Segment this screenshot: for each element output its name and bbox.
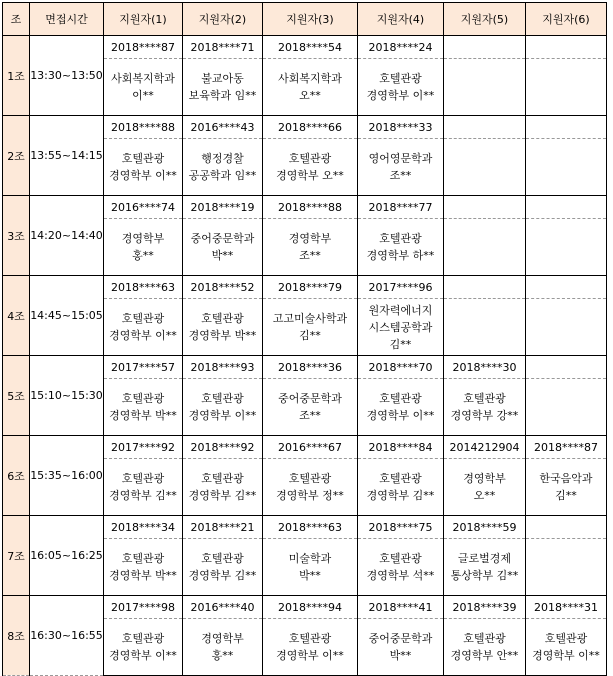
applicant-id: 2018****94 [263,596,358,619]
applicant-name: 경영학부 이** [532,649,600,662]
header-applicant-2: 지원자(2) [183,3,263,36]
applicant-id: 2014212904 [444,436,526,459]
applicant-name: 이** [132,89,154,102]
interview-time: 14:20~14:40 [30,196,104,276]
applicant-name: 경영학부 이** [109,329,177,342]
applicant-name: 경영학부 박** [109,409,177,422]
applicant-record [358,219,444,276]
applicant-record [444,619,526,676]
applicant-id [526,276,607,299]
applicant-id: 2016****43 [183,116,263,139]
applicant-department: 호텔관광 [121,632,165,645]
applicant-record [104,459,183,516]
applicant-id: 2018****52 [183,276,263,299]
interview-time: 15:35~16:00 [30,436,104,516]
applicant-department: 호텔관광 [379,232,422,245]
header-applicant-4: 지원자(4) [358,3,444,36]
applicant-id: 2018****63 [263,516,358,539]
group-id-row [3,596,607,619]
applicant-id: 2018****34 [104,516,183,539]
header-applicant-1: 지원자(1) [104,3,183,36]
group-label: 8조 [3,596,30,676]
applicant-department: 호텔관광 [121,472,165,485]
applicant-record [263,59,358,116]
applicant-name: 경영학부 김** [188,569,257,582]
applicant-record [526,299,607,356]
applicant-record [183,59,263,116]
applicant-department: 호텔관광 [379,392,422,405]
applicant-record [263,379,358,436]
applicant-record [444,539,526,596]
applicant-id [444,276,526,299]
interview-time: 16:05~16:25 [30,516,104,596]
group-label: 1조 [3,36,30,116]
applicant-department: 원자력에너지 [368,303,433,317]
applicant-id: 2018****63 [104,276,183,299]
applicant-id: 2017****57 [104,356,183,379]
applicant-department: 사회복지학과 [278,72,342,85]
applicant-id [444,196,526,219]
applicant-record [358,539,444,596]
applicant-name: 통상학부 김** [450,569,519,582]
applicant-name: 김** [299,329,321,342]
applicant-department: 호텔관광 [379,72,422,85]
applicant-department: 중어중문학과 [190,232,255,245]
applicant-department: 호텔관광 [201,472,244,485]
applicant-record [526,219,607,276]
applicant-record [183,379,263,436]
group-label: 2조 [3,116,30,196]
applicant-name: 홍** [211,649,234,662]
applicant-record [526,379,607,436]
applicant-name: 홍** [132,249,154,262]
applicant-department: 경영학부 [463,472,506,485]
applicant-id: 2017****96 [358,276,444,299]
applicant-department: 호텔관광 [288,632,332,645]
applicant-id: 2018****77 [358,196,444,219]
applicant-id: 2016****67 [263,436,358,459]
applicant-id [526,36,607,59]
applicant-department: 호텔관광 [201,552,244,565]
applicant-id: 2018****41 [358,596,444,619]
applicant-department: 호텔관광 [379,472,422,485]
applicant-department: 호텔관광 [201,392,244,405]
applicant-id: 2018****71 [183,36,263,59]
applicant-id: 2018****59 [444,516,526,539]
applicant-id: 2018****21 [183,516,263,539]
applicant-department: 중어중문학과 [278,392,342,405]
applicant-record [104,619,183,676]
applicant-record [183,459,263,516]
applicant-record [263,619,358,676]
group-id-row [3,516,607,539]
applicant-name: 경영학부 이** [276,649,344,662]
applicant-id: 2018****24 [358,36,444,59]
applicant-department: 호텔관광 [121,152,165,165]
applicant-record [358,379,444,436]
applicant-department: 중어중문학과 [368,632,433,645]
applicant-record [104,139,183,196]
applicant-record [444,459,526,516]
applicant-record [444,299,526,356]
applicant-department: 한국음악과 [539,472,593,485]
applicant-name: 오** [299,89,321,102]
applicant-id: 2018****36 [263,356,358,379]
applicant-record [183,139,263,196]
applicant-name: 경영학부 강** [450,409,519,422]
applicant-record [444,139,526,196]
applicant-record [444,219,526,276]
applicant-record [183,299,263,356]
applicant-name: 경영학부 안** [450,649,519,662]
applicant-id: 2018****39 [444,596,526,619]
applicant-id [526,356,607,379]
applicant-id: 2018****87 [526,436,607,459]
applicant-name: 경영학부 이** [366,409,435,422]
applicant-department: 호텔관광 [544,632,588,645]
applicant-name: 김** [555,489,577,502]
applicant-id: 2017****92 [104,436,183,459]
applicant-id: 2018****79 [263,276,358,299]
applicant-department: 영어영문학과 [368,152,433,165]
group-label: 5조 [3,356,30,436]
applicant-record [444,59,526,116]
applicant-name: 경영학부 정** [276,489,344,502]
applicant-department: 사회복지학과 [111,72,175,85]
applicant-record [526,619,607,676]
applicant-name: 경영학부 이** [188,409,257,422]
applicant-record [104,299,183,356]
applicant-record [263,299,358,356]
applicant-id: 2018****30 [444,356,526,379]
applicant-id: 2018****93 [183,356,263,379]
applicant-department: 경영학부 [288,232,332,245]
applicant-record [104,59,183,116]
applicant-record [358,139,444,196]
interview-time: 13:30~13:50 [30,36,104,116]
applicant-department: 호텔관광 [288,152,332,165]
applicant-id: 2016****40 [183,596,263,619]
applicant-id: 2018****33 [358,116,444,139]
header-applicant-5: 지원자(5) [444,3,526,36]
applicant-record [104,379,183,436]
applicant-record [358,59,444,116]
header-time: 면접시간 [30,3,104,36]
applicant-name: 경영학부 이** [366,89,435,102]
group-label: 7조 [3,516,30,596]
applicant-name: 경영학부 오** [276,169,344,182]
applicant-record [358,299,444,356]
applicant-name: 오** [473,489,496,502]
applicant-name: 경영학부 하** [366,249,435,262]
interview-time: 13:55~14:15 [30,116,104,196]
applicant-department: 호텔관광 [463,632,506,645]
applicant-record [263,539,358,596]
interview-time: 14:45~15:05 [30,276,104,356]
applicant-name: 경영학부 박** [188,329,257,342]
group-id-row [3,36,607,59]
applicant-name: 시스템공학과 김** [368,320,433,351]
group-id-row [3,356,607,379]
interview-time: 15:10~15:30 [30,356,104,436]
applicant-id: 2018****31 [526,596,607,619]
applicant-record [183,539,263,596]
applicant-department: 호텔관광 [121,392,165,405]
group-id-row [3,276,607,299]
header-applicant-6: 지원자(6) [526,3,607,36]
applicant-department: 호텔관광 [201,312,244,325]
applicant-record [358,459,444,516]
applicant-name: 공공학과 임** [188,169,257,182]
applicant-id: 2018****75 [358,516,444,539]
applicant-id: 2018****70 [358,356,444,379]
applicant-name: 경영학부 석** [366,569,435,582]
applicant-name: 보육학과 임** [188,89,257,102]
applicant-id [526,516,607,539]
applicant-record [526,59,607,116]
applicant-department: 호텔관광 [121,312,165,325]
group-label: 3조 [3,196,30,276]
applicant-record [263,459,358,516]
applicant-department: 호텔관광 [463,392,506,405]
interview-time: 16:30~16:55 [30,596,104,676]
applicant-name: 박** [211,249,234,262]
schedule-body [3,36,607,676]
applicant-id: 2016****74 [104,196,183,219]
group-id-row [3,196,607,219]
applicant-record [183,219,263,276]
applicant-name: 조** [299,409,321,422]
applicant-department: 글로벌경제 [457,552,512,565]
applicant-department: 호텔관광 [121,552,165,565]
applicant-id [526,196,607,219]
applicant-record [263,139,358,196]
applicant-record [104,539,183,596]
group-id-row [3,116,607,139]
group-label: 4조 [3,276,30,356]
applicant-name: 경영학부 이** [109,649,177,662]
applicant-record [526,539,607,596]
applicant-id [526,116,607,139]
applicant-id: 2018****92 [183,436,263,459]
applicant-department: 고고미술사학과 [272,312,348,325]
applicant-id [444,116,526,139]
applicant-department: 호텔관광 [379,552,422,565]
header-group: 조 [3,3,30,36]
applicant-record [444,379,526,436]
applicant-department: 불교아동 [201,72,244,85]
applicant-name: 박** [299,569,321,582]
applicant-name: 조** [299,249,321,262]
applicant-id: 2018****19 [183,196,263,219]
applicant-name: 박** [389,649,412,662]
applicant-id: 2018****84 [358,436,444,459]
applicant-id: 2018****87 [104,36,183,59]
applicant-id: 2018****54 [263,36,358,59]
header-applicant-3: 지원자(3) [263,3,358,36]
group-id-row [3,436,607,459]
applicant-id: 2018****66 [263,116,358,139]
applicant-name: 경영학부 김** [109,489,177,502]
applicant-id: 2018****88 [104,116,183,139]
applicant-department: 경영학부 [121,232,165,245]
applicant-record [358,619,444,676]
applicant-name: 경영학부 김** [366,489,435,502]
applicant-record [526,459,607,516]
interview-schedule-table [2,2,607,676]
applicant-id: 2018****88 [263,196,358,219]
applicant-department: 미술학과 [288,552,332,565]
applicant-name: 조** [389,169,412,182]
group-label: 6조 [3,436,30,516]
applicant-record [183,619,263,676]
applicant-department: 경영학부 [201,632,244,645]
applicant-id [444,36,526,59]
applicant-department: 행정경찰 [201,152,244,165]
applicant-department: 호텔관광 [288,472,332,485]
header-row [3,3,607,36]
applicant-record [263,219,358,276]
applicant-name: 경영학부 김** [188,489,257,502]
applicant-id: 2017****98 [104,596,183,619]
applicant-record [526,139,607,196]
applicant-name: 경영학부 박** [109,569,177,582]
applicant-name: 경영학부 이** [109,169,177,182]
applicant-record [104,219,183,276]
